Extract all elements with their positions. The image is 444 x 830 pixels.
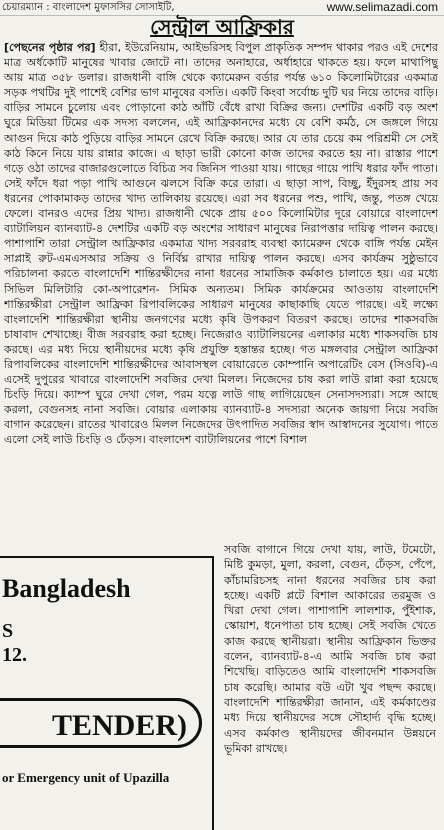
ad-line-2: 12.	[2, 644, 27, 666]
tender-advertisement	[0, 556, 214, 830]
article-body	[4, 40, 438, 540]
website-url[interactable]: www.selimazadi.com	[326, 0, 438, 14]
article-headline: সেন্ট্রাল আফ্রিকার	[150, 15, 294, 39]
ad-subtitle: or Emergency unit of Upazilla	[2, 770, 170, 785]
article-continued: সবজি বাগানে গিয়ে দেখা যায়, লাউ, টমেটো, মিষ্টি কুমড়া, মুলা, করলা, বেগুন, ঢেঁড়স, পেঁপে, কাঁচামরিচসহ নানা ধরনের সবজির চাষ করা হচ্ছে। একটি প্লটে বিশাল আকারের তরমুজ ও খিরা দেখা গেল। পাশাপাশি লালশাক, পুঁইশাক, স্কোয়াশ, ধনেপাতা চাষ হচ্ছে। সেই সবজি খেতে কাজ করছে স্থানীয়রা। স্থানীয় আফ্রিকান ভিক্তর বলেন, ব্যানব্যাট-৪-এ আমি সবজি চাষ করা শিখেছি। বাড়িতেও আমি বাংলাদেশি শাকসবজি চাষ করেছি। আমার বউ এটা খুব পছন্দ করছে। বাংলাদেশি শান্তিরক্ষীরা জানান, এই কর্মকাণ্ডের মধ্য দিয়ে স্থানীয়দের সঙ্গে সৌহার্দ্য বৃদ্ধি হচ্ছে। এসব কর্মকাণ্ড স্থানীয়দের জীবনমান উন্নয়নে ভূমিকা রাখছে।	[224, 543, 436, 755]
ad-line-1: S	[2, 620, 14, 642]
publisher-line: চেয়ারম্যান : বাংলাদেশ মুফাসসির সোসাইটি,	[2, 2, 175, 13]
article-lead: [পেছনের পৃষ্ঠার পর]	[4, 41, 96, 54]
ad-title: Bangladesh	[2, 574, 131, 603]
ad-tender-banner: TENDER)	[0, 698, 202, 748]
article-text: হীরা, ইউরেনিয়াম, আইভরিসহ বিপুল প্রাকৃতিক সম্পদ থাকার পরও এই দেশের মাত্র অর্ধকোটি মানুষের খাবার জোটে না। তাদের অনাহারে, অর্ধাহারে থাকতে হয়। ফলে মাথাপিছু আয় মাত্র ৩৫৮ ডলার। রাজধানী বাঙ্গি থেকে ক্যামেরুন বর্ডার পর্যন্ত ৬১০ কিলোমিটারের একমাত্র সড়ক পথটির দুই পাশেই বেশির ভাগ মানুষের বসতি। একটি কিংবা সর্বোচ্চ দুটি ঘর নিয়ে তাদের বাড়ি। বাড়ির সামনে চুলোয় এবং পোড়ানো কাঠ আঁটি বেঁধে রাখা বিক্রির জন্য। দেশটির একটি বড় অংশ ঘুরে মিডিয়া টিমের এক সদস্য বললেন, এই আফ্রিকানদের মধ্যে যে বেশি কর্মঠ, সে জঙ্গলে গিয়ে আগুন দিয়ে কাঠ পুড়িয়ে বাড়ির সামনে রেখে বিক্রি করছে। আর যে তার চেয়ে কম পরিশ্রমী সে সেই কাঠ কিনে নিয়ে যায় রান্নার কাজে। এ ছাড়া ভারী কোনো কাজ তাদের করতে হয় না। রাস্তার পাশে গড়ে ওঠা তাদের বাজারগুলোতে বিচিত্র সব জিনিস পাওয়া যায়। গাছের গায়ে পাখি ধরার ফাঁদ পাতা। সেই ফাঁদে ধরা পড়া পাখি আগুনে ঝলসে বিক্রি করে তারা। এ ছাড়া সাপ, বিচ্ছু, ইঁদুরসহ প্রায় সব ধরনের পোকামাকড় তাদের খাদ্য তালিকায় রয়েছে। এরা সব ধরনের পশু, পাখি, জন্তু, পতঙ্গ খেয়ে ফেলে। বানরও এদের প্রিয় খাদ্য। রাজধানী থেকে প্রায় ৫০০ কিলোমিটার দূরে বোয়ারে বাংলাদেশ ব্যাটালিয়ন ব্যানব্যাট-৪ দেশটির একটি বড় অংশের সাধারণ মানুষের নিরাপত্তার দায়িত্ব পালন করছে। পাশাপাশি তারা সেন্ট্রাল আফ্রিকার একমাত্র খাদ্য সরবরাহ ব্যবস্থা ক্যামেরুন থেকে বাঙ্গি পর্যন্ত মেইন সাপ্লাই রুট-এমএসআর সক্রিয় ও নির্বিঘ্ন রাখার দায়িত্ব পালন করছে। এসব কার্যক্রম সুষ্ঠুভাবে পরিচালনা করতে বাংলাদেশি শান্তিরক্ষীদের নানা ধরনের সামাজিক কর্মকাণ্ড চালাতে হয়। এর মধ্যে সিভিল মিলিটারি কো-অপারেশন- সিমিক অন্যতম। সিমিক কার্যক্রমের আওতায় বাংলাদেশি শান্তিরক্ষীরা সেন্ট্রাল আফ্রিকা রিপাবলিকের সাধারণ মানুষের কাছাকাছি যেতে পারছে। এই লক্ষ্যে বাংলাদেশি শান্তিরক্ষীরা স্থানীয় জনগণের মধ্যে কৃষি উপকরণ বিতরণ করছে। তাদের শাকসবজি চাষাবাদ শেখাচ্ছে। বীজ সরবরাহ করা হচ্ছে। নিজেরাও ব্যাটালিয়নের এলাকার মধ্যে শাকসবজি চাষ করছে। এর মধ্য দিয়ে স্থানীয়দের মধ্যে কৃষি প্রযুক্তি হস্তান্তর হচ্ছে। গত মঙ্গলবার সেন্ট্রাল আফ্রিকা রিপাবলিকের বাংলাদেশি শান্তিরক্ষীদের আবাসস্থল বোয়ারেতে কোম্পানি অপারেটিং বেস (সিওবি)-এ এসেই দুপুরের খাবারে বাংলাদেশি সবজির দেখা মিলল। নিজেদের চাষ করা লাউ রান্না করা হয়েছে চিংড়ি দিয়ে। ক্যাম্প ঘুরে দেখা গেল, পরম যত্নে লাউ গাছ লাগিয়েছেন সেনাসদস্যরা। সঙ্গে আছে করলা, বেগুনসহ নানা সবজি। বোয়ার এলাকায় ব্যানব্যাট-৪ সদস্যরা অনেক জায়গা নিয়ে সবজি বাগান করেছেন। রাতের খাবারেও মিলল নিজেদের উৎপাদিত সবজির স্বাদ আস্বাদনের সুযোগ। পাতে এলো সেই লাউ চিংড়ি ও ঢেঁড়স। বাংলাদেশ ব্যাটালিয়নের পাশে বিশাল	[4, 41, 438, 447]
